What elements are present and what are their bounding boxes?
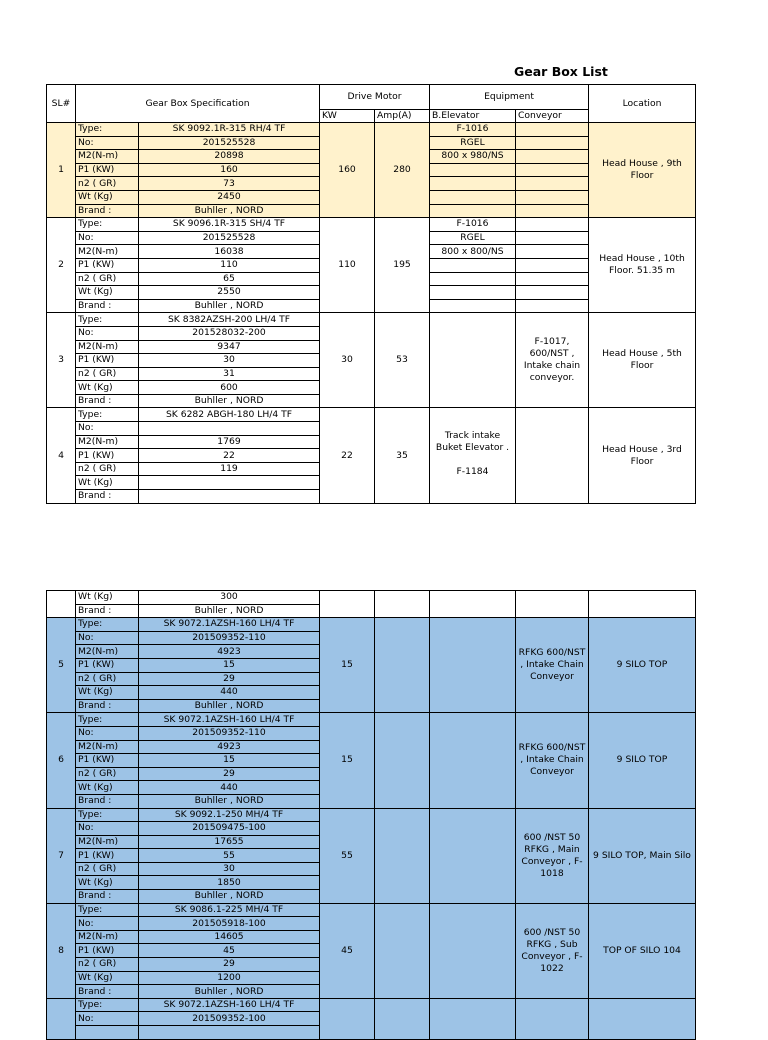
- label-n2: n2 ( GR): [76, 462, 139, 476]
- cell: [430, 163, 516, 177]
- row-1-elevator: 800 x 980/NS: [430, 150, 516, 164]
- label-wt: Wt (Kg): [76, 286, 139, 300]
- row-7-no: 201509475-100: [139, 822, 320, 836]
- label-type: Type:: [76, 713, 139, 727]
- row-6-m2: 4923: [139, 740, 320, 754]
- label-brand: Brand :: [76, 299, 139, 313]
- row-4-conveyor: [516, 408, 589, 503]
- row-7-n2: 30: [139, 862, 320, 876]
- row-4-location: Head House , 3rd Floor: [589, 408, 696, 503]
- row-6-type: SK 9072.1AZSH-160 LH/4 TF: [139, 713, 320, 727]
- cell: [589, 998, 696, 1039]
- row-1-wt: 2450: [139, 190, 320, 204]
- row-4-kw: 22: [320, 408, 375, 503]
- label-brand: Brand :: [76, 604, 139, 618]
- row-5-m2: 4923: [139, 645, 320, 659]
- row-5-no: 201509352-110: [139, 631, 320, 645]
- row-5-type: SK 9072.1AZSH-160 LH/4 TF: [139, 618, 320, 632]
- label-brand: Brand :: [76, 699, 139, 713]
- row-5-sl: 5: [47, 618, 76, 713]
- col-kw: KW: [320, 110, 375, 123]
- label-wt: Wt (Kg): [76, 876, 139, 890]
- cell: [516, 204, 589, 218]
- cell: [516, 258, 589, 272]
- row-6-brand: Buhller , NORD: [139, 794, 320, 808]
- row-6-p1: 15: [139, 754, 320, 768]
- cell: [516, 286, 589, 300]
- label-n2: n2 ( GR): [76, 272, 139, 286]
- row-2-elevator: F-1016: [430, 218, 516, 232]
- row-6-amp: [375, 713, 430, 808]
- row-7-conveyor: 600 /NST 50 RFKG , Main Conveyor , F-1018: [516, 808, 589, 903]
- row-1-brand: Buhller , NORD: [139, 204, 320, 218]
- cell: [375, 998, 430, 1039]
- label-m2: M2(N-m): [76, 340, 139, 354]
- row-2-sl: 2: [47, 218, 76, 313]
- row-5-brand: Buhller , NORD: [139, 699, 320, 713]
- label-type: Type:: [76, 313, 139, 327]
- cell: [516, 231, 589, 245]
- row-8-n2: 29: [139, 958, 320, 972]
- label-p1: P1 (KW): [76, 449, 139, 463]
- cell: [320, 591, 375, 618]
- row-1-elevator: F-1016: [430, 123, 516, 137]
- row-1-m2: 20898: [139, 150, 320, 164]
- cell: [516, 299, 589, 313]
- row-4-sl: 4: [47, 408, 76, 503]
- label-n2: n2 ( GR): [76, 767, 139, 781]
- row-6-kw: 15: [320, 713, 375, 808]
- label-p1: P1 (KW): [76, 258, 139, 272]
- row-8-m2: 14605: [139, 930, 320, 944]
- row-1-no: 201525528: [139, 136, 320, 150]
- row-1-type: SK 9092.1R-315 RH/4 TF: [139, 123, 320, 137]
- col-sl: SL#: [47, 85, 76, 123]
- label-m2: M2(N-m): [76, 835, 139, 849]
- row-2-n2: 65: [139, 272, 320, 286]
- label-wt: Wt (Kg): [76, 476, 139, 490]
- label-no: No:: [76, 231, 139, 245]
- label-wt: Wt (Kg): [76, 686, 139, 700]
- row-1-conveyor: [516, 123, 589, 137]
- row-4-elevator: [430, 408, 516, 503]
- row-2-m2: 16038: [139, 245, 320, 259]
- row-7-m2: 17655: [139, 835, 320, 849]
- cell: [516, 591, 589, 618]
- row-7-p1: 55: [139, 849, 320, 863]
- row-6-location: 9 SILO TOP: [589, 713, 696, 808]
- row-7-wt: 1850: [139, 876, 320, 890]
- label-type: Type:: [76, 218, 139, 232]
- row-4-elevator-a: Track intake Buket Elevator .: [435, 430, 510, 454]
- row-8-elevator: [430, 903, 516, 998]
- row-7-amp: [375, 808, 430, 903]
- label-brand: Brand :: [76, 985, 139, 999]
- label-n2: n2 ( GR): [76, 367, 139, 381]
- label-m2: M2(N-m): [76, 245, 139, 259]
- cell: [516, 190, 589, 204]
- row-3-no: 201528032-200: [139, 326, 320, 340]
- row-2-location: Head House , 10th Floor. 51.35 m: [589, 218, 696, 313]
- label-m2: M2(N-m): [76, 740, 139, 754]
- label-no: No:: [76, 726, 139, 740]
- table-page-1: [0, 84, 768, 502]
- row-8-kw: 45: [320, 903, 375, 998]
- row-5-n2: 29: [139, 672, 320, 686]
- row-5-p1: 15: [139, 658, 320, 672]
- cell: [47, 591, 76, 618]
- label-no: No:: [76, 1012, 139, 1026]
- row-7-elevator: [430, 808, 516, 903]
- label-brand: Brand :: [76, 794, 139, 808]
- row-5-wt: 440: [139, 686, 320, 700]
- row-3-location: Head House , 5th Floor: [589, 313, 696, 408]
- cell: [139, 490, 320, 504]
- row-4-m2: 1769: [139, 435, 320, 449]
- label-n2: n2 ( GR): [76, 672, 139, 686]
- row-6-wt: 440: [139, 781, 320, 795]
- cell: [516, 998, 589, 1039]
- row-3-amp: 53: [375, 313, 430, 408]
- label-wt: Wt (Kg): [76, 591, 139, 605]
- row-7-type: SK 9092.1-250 MH/4 TF: [139, 808, 320, 822]
- gearbox-table: [46, 84, 696, 504]
- row-3-kw: 30: [320, 313, 375, 408]
- cell: [139, 476, 320, 490]
- row-3-wt: 600: [139, 381, 320, 395]
- row-3-type: SK 8382AZSH-200 LH/4 TF: [139, 313, 320, 327]
- cell: [430, 286, 516, 300]
- label-m2: M2(N-m): [76, 435, 139, 449]
- cell: [516, 177, 589, 191]
- row-8-no: 201505918-100: [139, 917, 320, 931]
- gearbox-table-continued: [46, 590, 696, 1040]
- row-8-type: SK 9086.1-225 MH/4 TF: [139, 903, 320, 917]
- label-p1: P1 (KW): [76, 163, 139, 177]
- row-4-type: SK 6282 ABGH-180 LH/4 TF: [139, 408, 320, 422]
- label-wt: Wt (Kg): [76, 190, 139, 204]
- cell: [375, 591, 430, 618]
- col-equipment: Equipment: [430, 85, 589, 110]
- label-no: No:: [76, 136, 139, 150]
- label-brand: Brand :: [76, 490, 139, 504]
- row-8-amp: [375, 903, 430, 998]
- row-8-conveyor: 600 /NST 50 RFKG , Sub Conveyor , F-1022: [516, 903, 589, 998]
- label-type: Type:: [76, 998, 139, 1012]
- row-2-p1: 110: [139, 258, 320, 272]
- label-m2: M2(N-m): [76, 930, 139, 944]
- row-8-location: TOP OF SILO 104: [589, 903, 696, 998]
- row-1-p1: 160: [139, 163, 320, 177]
- row-8-wt: 1200: [139, 971, 320, 985]
- label-p1: P1 (KW): [76, 354, 139, 368]
- cell: [76, 1026, 139, 1040]
- row-6-sl: 6: [47, 713, 76, 808]
- label-no: No:: [76, 917, 139, 931]
- cell: [516, 218, 589, 232]
- row-9-no: 201509352-100: [139, 1012, 320, 1026]
- row-3-n2: 31: [139, 367, 320, 381]
- row-6-conveyor: RFKG 600/NST , Intake Chain Conveyor: [516, 713, 589, 808]
- row-3-sl: 3: [47, 313, 76, 408]
- row-1-kw: 160: [320, 123, 375, 218]
- label-wt: Wt (Kg): [76, 971, 139, 985]
- cell: [430, 998, 516, 1039]
- cell: [516, 163, 589, 177]
- row-2-elevator: 800 x 800/NS: [430, 245, 516, 259]
- row-4-brand: Buhller , NORD: [139, 604, 320, 618]
- table-page-2: [0, 590, 768, 1024]
- row-2-no: 201525528: [139, 231, 320, 245]
- label-brand: Brand :: [76, 394, 139, 408]
- label-brand: Brand :: [76, 890, 139, 904]
- label-n2: n2 ( GR): [76, 177, 139, 191]
- label-wt: Wt (Kg): [76, 781, 139, 795]
- row-3-elevator: [430, 313, 516, 408]
- row-4-wt: 300: [139, 591, 320, 605]
- cell: [430, 258, 516, 272]
- row-1-elevator: RGEL: [430, 136, 516, 150]
- cell: [516, 150, 589, 164]
- row-9-type: SK 9072.1AZSH-160 LH/4 TF: [139, 998, 320, 1012]
- label-n2: n2 ( GR): [76, 862, 139, 876]
- cell: [430, 272, 516, 286]
- col-amp: Amp(A): [375, 110, 430, 123]
- cell: [516, 245, 589, 259]
- col-spec: Gear Box Specification: [76, 85, 320, 123]
- label-type: Type:: [76, 408, 139, 422]
- label-no: No:: [76, 631, 139, 645]
- row-8-p1: 45: [139, 944, 320, 958]
- row-1-sl: 1: [47, 123, 76, 218]
- row-1-amp: 280: [375, 123, 430, 218]
- label-type: Type:: [76, 618, 139, 632]
- label-m2: M2(N-m): [76, 150, 139, 164]
- cell: [516, 136, 589, 150]
- label-no: No:: [76, 822, 139, 836]
- cell: [430, 299, 516, 313]
- row-1-location: Head House , 9th Floor: [589, 123, 696, 218]
- row-1-n2: 73: [139, 177, 320, 191]
- label-p1: P1 (KW): [76, 658, 139, 672]
- row-7-brand: Buhller , NORD: [139, 890, 320, 904]
- row-6-no: 201509352-110: [139, 726, 320, 740]
- row-4-amp: 35: [375, 408, 430, 503]
- row-7-sl: 7: [47, 808, 76, 903]
- row-4-no: [139, 422, 320, 436]
- row-6-elevator: [430, 713, 516, 808]
- label-no: No:: [76, 422, 139, 436]
- row-5-conveyor: RFKG 600/NST , Intake Chain Conveyor: [516, 618, 589, 713]
- cell: [430, 591, 516, 618]
- row-5-elevator: [430, 618, 516, 713]
- row-4-elevator-b: F-1184: [456, 466, 489, 478]
- label-type: Type:: [76, 123, 139, 137]
- label-m2: M2(N-m): [76, 645, 139, 659]
- cell: [430, 177, 516, 191]
- row-2-wt: 2550: [139, 286, 320, 300]
- cell: [589, 591, 696, 618]
- row-9-sl: [47, 998, 76, 1039]
- row-3-m2: 9347: [139, 340, 320, 354]
- label-p1: P1 (KW): [76, 849, 139, 863]
- cell: [320, 998, 375, 1039]
- cell: [516, 272, 589, 286]
- label-n2: n2 ( GR): [76, 958, 139, 972]
- row-2-amp: 195: [375, 218, 430, 313]
- label-brand: Brand :: [76, 204, 139, 218]
- label-p1: P1 (KW): [76, 754, 139, 768]
- col-conveyor: Conveyor: [516, 110, 589, 123]
- col-drive-motor: Drive Motor: [320, 85, 430, 110]
- row-4-n2: 119: [139, 462, 320, 476]
- row-2-elevator: RGEL: [430, 231, 516, 245]
- col-location: Location: [589, 85, 696, 123]
- row-2-kw: 110: [320, 218, 375, 313]
- row-8-sl: 8: [47, 903, 76, 998]
- cell: [430, 204, 516, 218]
- label-p1: P1 (KW): [76, 944, 139, 958]
- row-2-brand: Buhller , NORD: [139, 299, 320, 313]
- page-title: Gear Box List: [514, 64, 608, 79]
- row-3-brand: Buhller , NORD: [139, 394, 320, 408]
- label-no: No:: [76, 326, 139, 340]
- col-b-elevator: B.Elevator: [430, 110, 516, 123]
- row-5-kw: 15: [320, 618, 375, 713]
- row-8-brand: Buhller , NORD: [139, 985, 320, 999]
- row-3-p1: 30: [139, 354, 320, 368]
- label-type: Type:: [76, 808, 139, 822]
- row-5-location: 9 SILO TOP: [589, 618, 696, 713]
- row-7-location: 9 SILO TOP, Main Silo: [589, 808, 696, 903]
- row-2-type: SK 9096.1R-315 SH/4 TF: [139, 218, 320, 232]
- row-3-conveyor: F-1017, 600/NST , Intake chain conveyor.: [516, 313, 589, 408]
- row-6-n2: 29: [139, 767, 320, 781]
- label-wt: Wt (Kg): [76, 381, 139, 395]
- row-5-amp: [375, 618, 430, 713]
- row-7-kw: 55: [320, 808, 375, 903]
- cell: [139, 1026, 320, 1040]
- row-4-p1: 22: [139, 449, 320, 463]
- label-type: Type:: [76, 903, 139, 917]
- cell: [430, 190, 516, 204]
